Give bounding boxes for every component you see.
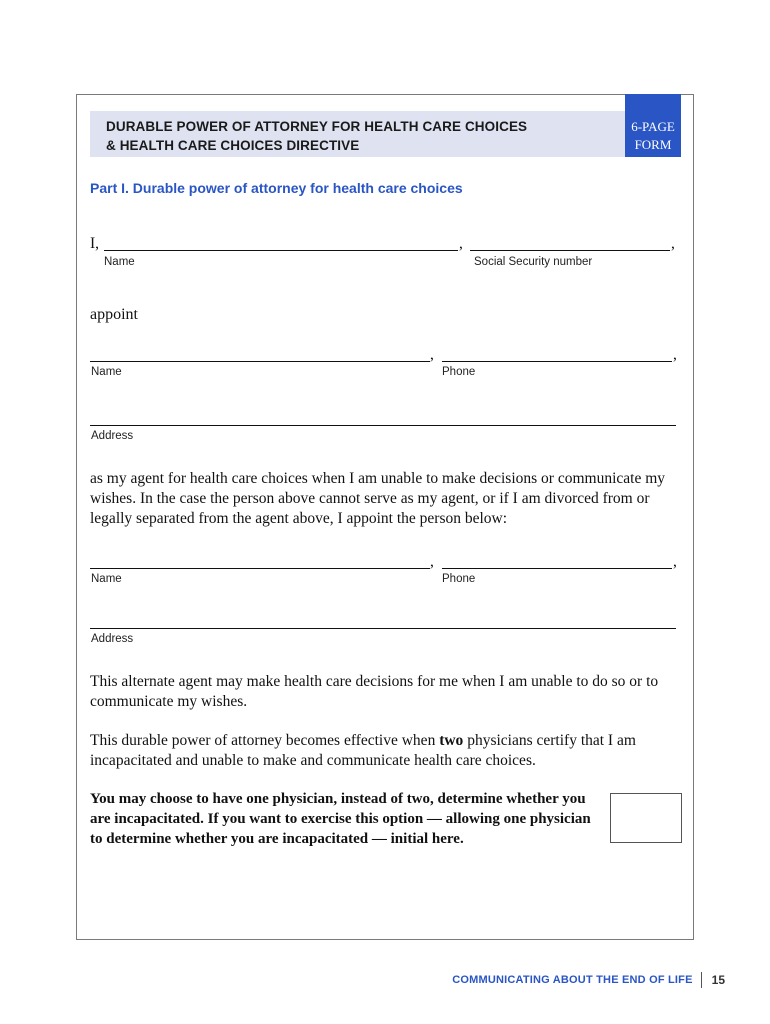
declarant-name-label: Name	[104, 256, 135, 268]
form-title-line1: DURABLE POWER OF ATTORNEY FOR HEALTH CARE CHOICES	[106, 119, 528, 134]
agent-phone-field[interactable]	[442, 361, 672, 362]
appoint-text: appoint	[90, 306, 138, 323]
alternate-comma-2: ,	[673, 553, 677, 570]
alternate-phone-label: Phone	[442, 573, 476, 585]
alternate-address-label: Address	[91, 633, 134, 645]
badge-line1: 6-PAGE	[631, 119, 675, 134]
effective-paragraph	[90, 731, 680, 771]
alternate-address-field[interactable]	[90, 628, 676, 629]
agent-comma-2: ,	[673, 346, 677, 363]
agent-name-label: Name	[91, 366, 122, 378]
agent-name-field[interactable]	[90, 361, 430, 362]
alternate-comma-1: ,	[430, 553, 434, 570]
agent-address-label: Address	[91, 430, 134, 442]
page-footer	[452, 972, 725, 988]
page-count-badge	[625, 94, 681, 157]
form-title-line2: & HEALTH CARE CHOICES DIRECTIVE	[106, 138, 360, 153]
badge-line2: FORM	[634, 137, 672, 152]
part-heading: Part I. Durable power of attorney for health care choices	[90, 180, 463, 196]
form-title	[106, 117, 606, 155]
option-paragraph: You may choose to have one physician, instead of two, determine whether you are incapacitated. If you want to exercise this option — allowing one physician to determine whether you are incapacitated — initial here.	[90, 791, 591, 847]
alternate-phone-field[interactable]	[442, 568, 672, 569]
agent-comma-1: ,	[430, 346, 434, 363]
agent-paragraph: as my agent for health care choices when I am unable to make decisions or communicate my wishes. In the case the person above cannot serve as my agent, or if I am divorced from or legally separated from the agent above, I appoint the person below:	[90, 470, 666, 527]
declarant-comma-2: ,	[671, 235, 675, 252]
declarant-name-field[interactable]	[104, 250, 458, 251]
alternate-name-field[interactable]	[90, 568, 430, 569]
declarant-prefix: I,	[90, 235, 100, 252]
initial-box-field[interactable]	[610, 793, 682, 843]
effective-text-before: This durable power of attorney becomes effective when	[90, 732, 440, 749]
effective-text-bold: two	[439, 732, 464, 749]
effective-text-after: physicians certify that I am incapacitated and unable to make and communicate health care choices.	[90, 732, 636, 769]
agent-phone-label: Phone	[442, 366, 476, 378]
page-number: 15	[711, 973, 725, 987]
agent-address-field[interactable]	[90, 425, 676, 426]
footer-divider	[701, 972, 702, 988]
declarant-ssn-label: Social Security number	[474, 256, 593, 268]
alternate-paragraph: This alternate agent may make health care decisions for me when I am unable to do so or to communicate my wishes.	[90, 673, 659, 710]
declarant-ssn-field[interactable]	[470, 250, 670, 251]
declarant-comma-1: ,	[459, 235, 463, 252]
alternate-name-label: Name	[91, 573, 122, 585]
footer-title: COMMUNICATING ABOUT THE END OF LIFE	[452, 974, 693, 986]
